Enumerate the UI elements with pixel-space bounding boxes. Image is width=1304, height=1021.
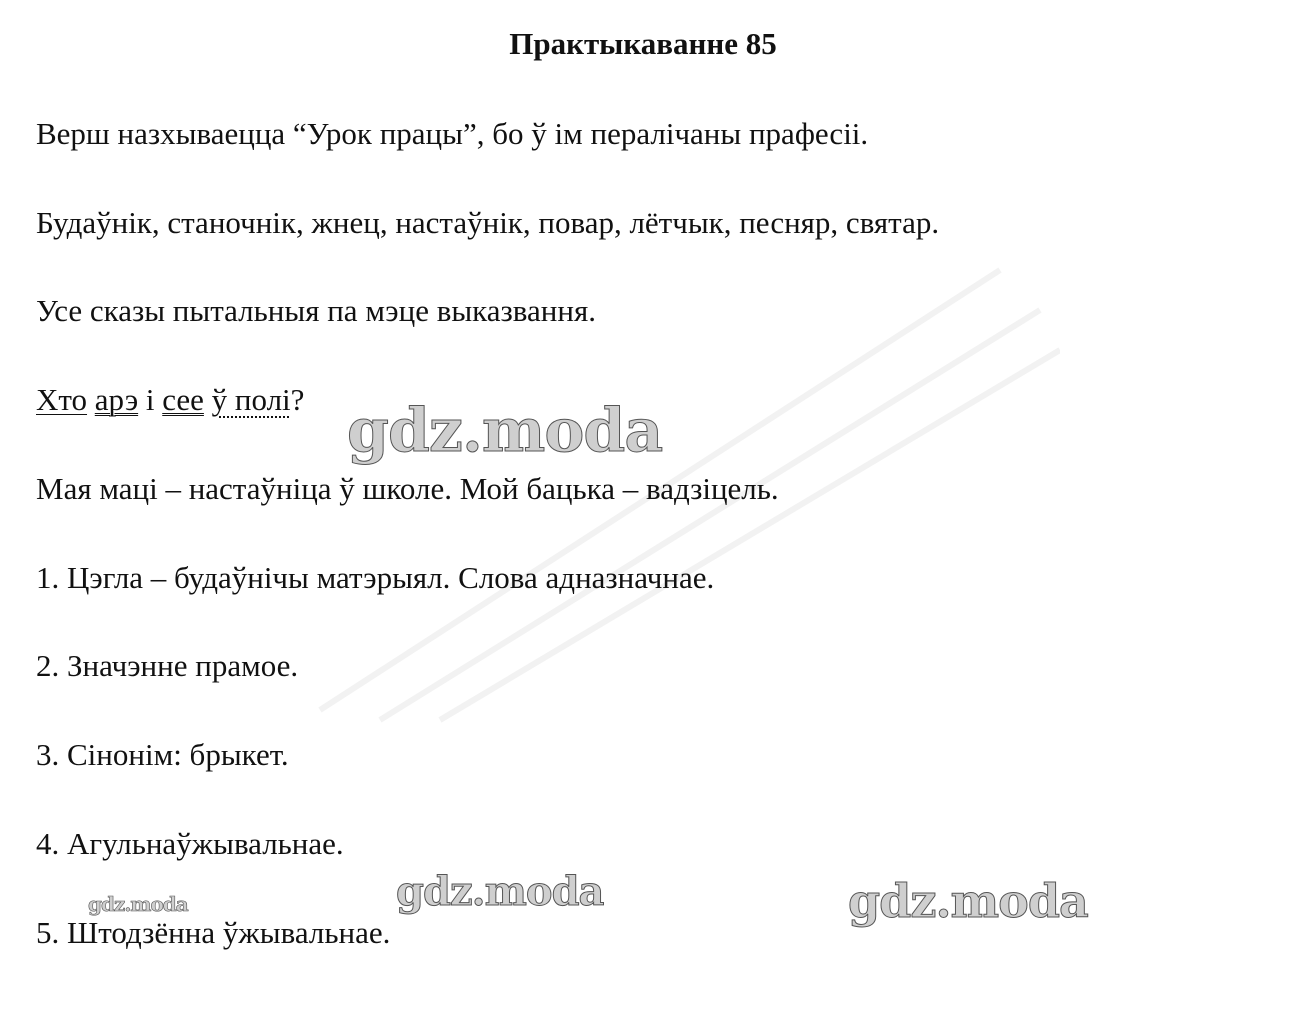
parsed-sentence — [36, 380, 304, 420]
list-item-2: 2. Значэнне прамое. — [36, 648, 299, 683]
page-title: Практыкаванне 85 — [509, 26, 777, 61]
paragraph-poem-title: Верш назхываецца “Урок працы”, бо ў ім пералічаны прафесіі. — [36, 116, 869, 151]
sentence-predicate-1: арэ — [94, 382, 139, 417]
watermark-bottom-left: gdz.moda — [88, 892, 188, 916]
sentence-conjunction: і — [138, 382, 163, 417]
paragraph-sentence-type: Усе сказы пытальныя па мэце выказвання. — [36, 293, 596, 328]
sentence-subject: Хто — [36, 382, 88, 417]
sentence-space — [204, 382, 212, 417]
sentence-predicate-2: сее — [162, 382, 204, 417]
list-item-1: 1. Цэгла – будаўнічы матэрыял. Слова адназначнае. — [36, 560, 715, 595]
list-item-3: 3. Сінонім: брыкет. — [36, 737, 289, 772]
list-item-4: 4. Агульнаўжывальнае. — [36, 826, 344, 861]
sentence-question-mark: ? — [290, 382, 305, 417]
paragraph-parents: Мая маці – настаўніца ў школе. Мой бацька – вадзіцель. — [36, 471, 779, 506]
sentence-space — [87, 382, 95, 417]
watermark-bottom-center: gdz.moda — [396, 868, 604, 915]
watermark-main: gdz.moda — [347, 396, 663, 466]
watermark-bottom-right: gdz.moda — [848, 874, 1088, 928]
sentence-adverbial: ў полі — [211, 382, 291, 417]
paragraph-professions: Будаўнік, станочнік, жнец, настаўнік, повар, лётчык, песняр, святар. — [36, 205, 940, 240]
list-item-5: 5. Штодзённа ўжывальнае. — [36, 915, 391, 950]
